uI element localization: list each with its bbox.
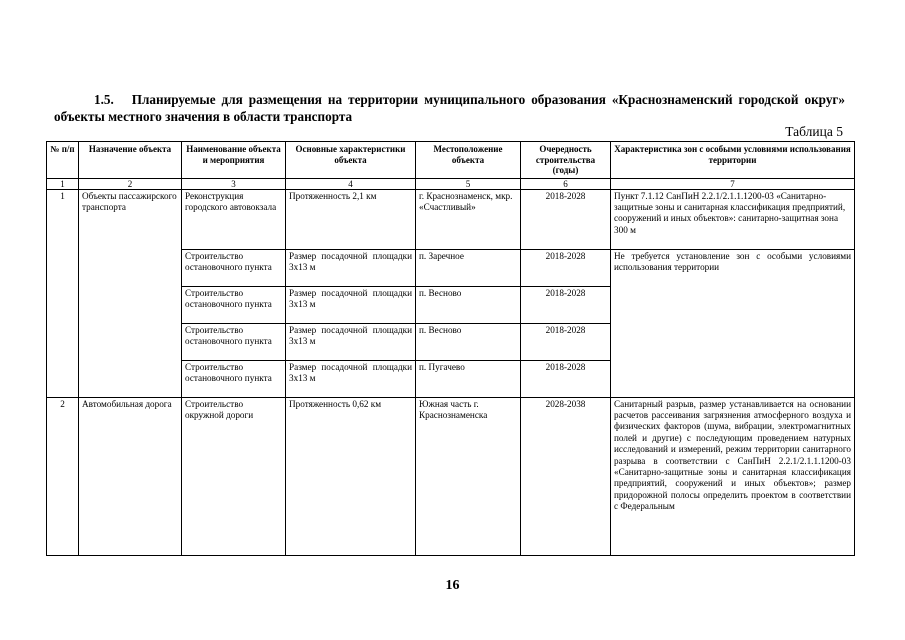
object-characteristics: Протяженность 2,1 км bbox=[286, 189, 416, 249]
object-characteristics: Размер посадочной площадки 3х13 м bbox=[286, 286, 416, 323]
table-row bbox=[47, 189, 855, 249]
header-cell: Основные характеристики объекта bbox=[286, 142, 416, 179]
column-number-row bbox=[47, 178, 855, 189]
page-number: 16 bbox=[445, 578, 460, 593]
zone-characteristics: Пункт 7.1.12 СанПиН 2.2.1/2.1.1.1200-03 «Санитарно-защитные зоны и санитарная классификация предприятий, сооружений и иных объектов»: санитарно-защитная зона 300 м bbox=[611, 189, 855, 249]
row-number: 1 bbox=[47, 189, 79, 397]
object-characteristics: Размер посадочной площадки 3х13 м bbox=[286, 323, 416, 360]
object-characteristics: Размер посадочной площадки 3х13 м bbox=[286, 360, 416, 397]
column-number: 2 bbox=[79, 178, 182, 189]
column-number: 3 bbox=[182, 178, 286, 189]
transport-objects-table bbox=[46, 141, 855, 556]
object-location: г. Краснознаменск, мкр. «Счастливый» bbox=[416, 189, 521, 249]
object-location: п. Весново bbox=[416, 323, 521, 360]
object-name: Строительство окружной дороги bbox=[182, 397, 286, 555]
object-location: Южная часть г. Краснознаменска bbox=[416, 397, 521, 555]
construction-years: 2018-2028 bbox=[521, 189, 611, 249]
object-location: п. Пугачево bbox=[416, 360, 521, 397]
header-cell: Очередность строительства (годы) bbox=[521, 142, 611, 179]
row-number: 2 bbox=[47, 397, 79, 555]
construction-years: 2018-2028 bbox=[521, 323, 611, 360]
table-header-row bbox=[47, 142, 855, 179]
header-cell: Наименование объекта и мероприятия bbox=[182, 142, 286, 179]
column-number: 7 bbox=[611, 178, 855, 189]
zone-characteristics: Не требуется установление зон с особыми условиями использования территории bbox=[611, 249, 855, 397]
column-number: 4 bbox=[286, 178, 416, 189]
construction-years: 2018-2028 bbox=[521, 249, 611, 286]
header-cell: Характеристика зон с особыми условиями использования территории bbox=[611, 142, 855, 179]
object-characteristics: Размер посадочной площадки 3х13 м bbox=[286, 249, 416, 286]
section-number: 1.5. bbox=[94, 92, 114, 107]
column-number: 1 bbox=[47, 178, 79, 189]
object-purpose: Объекты пассажирского транспорта bbox=[79, 189, 182, 397]
object-name: Реконструкция городского автовокзала bbox=[182, 189, 286, 249]
object-name: Строительство остановочного пункта bbox=[182, 360, 286, 397]
zone-characteristics: Санитарный разрыв, размер устанавливается на основании расчетов рассеивания загрязнения атмосферного воздуха и физических факторов (шума, вибрации, электромагнитных полей и другие) с последующим проведением натурных исследований и измерений, режим территории санитарного разрыва в соответствии с СанПиН 2.2.1/2.1.1.1200-03 «Санитарно-защитные зоны и санитарная классификация предприятий, сооружений и иных объектов»; размер придорожной полосы определить проектом в соответствии с Федеральным bbox=[611, 397, 855, 555]
object-name: Строительство остановочного пункта bbox=[182, 286, 286, 323]
construction-years: 2018-2028 bbox=[521, 286, 611, 323]
section-title: Планируемые для размещения на территории муниципального образования «Краснознаменский городской округ» объекты местного значения в области транспорта bbox=[54, 92, 845, 124]
object-location: п. Весново bbox=[416, 286, 521, 323]
section-heading bbox=[54, 91, 845, 125]
table-row bbox=[47, 397, 855, 555]
construction-years: 2018-2028 bbox=[521, 360, 611, 397]
column-number: 5 bbox=[416, 178, 521, 189]
header-cell: № п/п bbox=[47, 142, 79, 179]
construction-years: 2028-2038 bbox=[521, 397, 611, 555]
column-number: 6 bbox=[521, 178, 611, 189]
header-cell: Местоположение объекта bbox=[416, 142, 521, 179]
object-characteristics: Протяженность 0,62 км bbox=[286, 397, 416, 555]
table-label: Таблица 5 bbox=[785, 124, 843, 139]
header-cell: Назначение объекта bbox=[79, 142, 182, 179]
object-location: п. Заречное bbox=[416, 249, 521, 286]
object-name: Строительство остановочного пункта bbox=[182, 249, 286, 286]
object-name: Строительство остановочного пункта bbox=[182, 323, 286, 360]
object-purpose: Автомобильная дорога bbox=[79, 397, 182, 555]
